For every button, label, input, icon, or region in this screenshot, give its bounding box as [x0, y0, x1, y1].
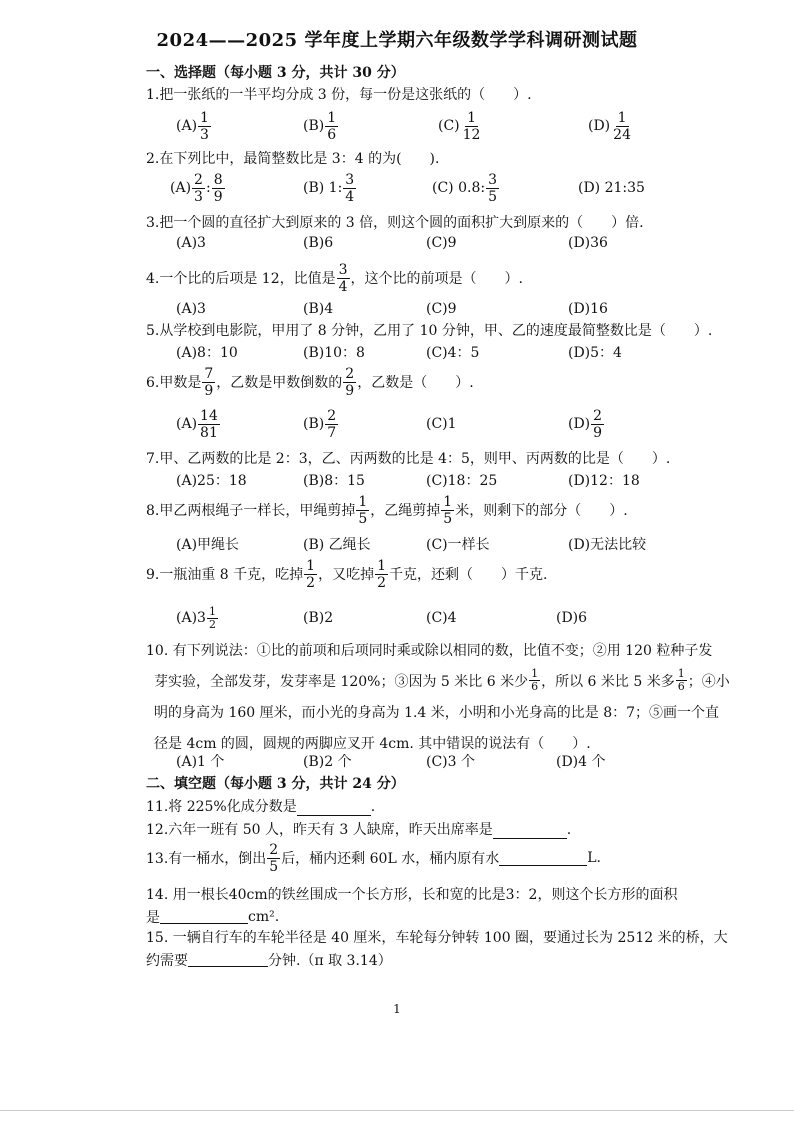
question-7-options	[176, 469, 736, 491]
denominator: 24	[613, 126, 631, 143]
question-text: ，所以 6 米比 5 米多	[541, 673, 675, 690]
option-a	[176, 106, 212, 146]
fraction	[591, 408, 604, 441]
option-c: (C)4：5	[426, 345, 480, 361]
option-d: (D)4 个	[556, 754, 606, 770]
question-9	[146, 554, 547, 594]
denominator: 5	[488, 188, 497, 205]
numerator: 7	[204, 365, 214, 382]
answer-blank[interactable]	[493, 824, 567, 839]
denominator: 9	[345, 382, 355, 399]
option-c: (C)9	[426, 235, 457, 251]
option-c: (C)1	[426, 416, 457, 432]
option-c: (C)一样长	[426, 537, 490, 553]
question-13	[146, 838, 601, 878]
option-label: (B)	[303, 416, 325, 432]
option-d: (D) 21:35	[578, 180, 645, 196]
option-b: (B)2 个	[303, 754, 352, 770]
numerator: 1	[677, 667, 685, 680]
question-6-options	[176, 404, 736, 444]
option-a: (A)8：10	[176, 345, 238, 361]
question-5-options	[176, 341, 736, 363]
question-3-options	[176, 232, 736, 254]
fraction	[441, 494, 454, 527]
question-text: ，这个比的前项是（ ）.	[350, 271, 523, 287]
question-text: 8.甲乙两根绳子一样长，甲绳剪掉	[146, 503, 356, 519]
option-label: (A)	[176, 416, 198, 432]
numerator: 2	[327, 407, 337, 424]
question-10-line	[146, 665, 746, 696]
question-6	[146, 362, 474, 402]
fraction	[486, 172, 499, 205]
question-text: 9.一瓶油重 8 千克，吃掉	[146, 567, 304, 583]
numerator: 1	[306, 557, 316, 574]
option-label: (C) 0.8:	[432, 180, 486, 196]
fraction	[325, 110, 338, 143]
denominator: 2	[208, 617, 216, 631]
question-14-line: 14. 用一根长40cm的铁丝围成一个长方形，长和宽的比是3：2，则这个长方形的面积	[146, 886, 678, 903]
option-a	[170, 168, 226, 208]
option-b: (B)10：8	[303, 345, 365, 361]
numerator: 1	[208, 604, 216, 618]
page-divider	[0, 1110, 794, 1111]
option-a: (A)25：18	[176, 473, 247, 489]
question-12	[146, 819, 571, 839]
answer-blank[interactable]	[188, 952, 268, 967]
option-b: (B)4	[303, 301, 334, 317]
option-label: (D)	[588, 118, 611, 134]
denominator: 5	[358, 510, 368, 527]
question-text: 是	[146, 909, 160, 926]
question-15	[146, 925, 746, 971]
numerator: 2	[269, 841, 279, 858]
fraction	[375, 558, 388, 591]
option-a	[176, 404, 221, 444]
question-10-line: 明的身高为 160 厘米，而小光的身高为 1.4 米，小明和小光身高的比是 8：7；⑤画一个直	[154, 704, 720, 721]
fraction	[337, 262, 350, 295]
numerator: 1	[443, 493, 453, 510]
numerator: 1	[200, 109, 209, 126]
option-d: (D)6	[556, 610, 588, 626]
question-text: 分钟.（π 取 3.14）	[268, 952, 392, 969]
answer-blank[interactable]	[160, 909, 248, 924]
numerator: 3	[488, 171, 497, 188]
numerator: 2	[593, 407, 603, 424]
question-text: 12.六年一班有 50 人，昨天有 3 人缺席，昨天出席率是	[146, 822, 493, 838]
denominator: 4	[338, 278, 348, 295]
page-number: 1	[393, 1002, 401, 1016]
option-c: (C)3 个	[426, 754, 475, 770]
question-10-line: 径是 4cm 的圆，圆规的两脚应叉开 4cm. 其中错误的说法有（ ）.	[154, 735, 591, 752]
question-text: ，乙数是（ ）.	[357, 375, 474, 391]
denominator: 9	[204, 382, 214, 399]
question-text: 后，桶内还剩 60L 水，桶内原有水	[281, 851, 500, 867]
denominator: 5	[443, 510, 453, 527]
option-label: (D)	[568, 416, 591, 432]
question-text: 米，则剩下的部分（ ）.	[455, 503, 628, 519]
fraction	[304, 558, 317, 591]
numerator: 14	[200, 407, 218, 424]
question-8	[146, 490, 628, 530]
numerator: 2	[345, 365, 355, 382]
fraction	[198, 110, 211, 143]
option-c: (C)9	[426, 301, 457, 317]
question-14	[146, 882, 746, 928]
section-choice-heading: 一、选择题（每小题 3 分，共计 30 分）	[146, 65, 405, 81]
question-11	[146, 796, 375, 816]
option-c	[438, 106, 483, 146]
question-text: ，乙数是甲数倒数的	[216, 375, 343, 391]
question-text: cm².	[248, 908, 280, 925]
question-text: L.	[587, 850, 601, 866]
question-15-line	[146, 948, 746, 971]
fraction	[198, 408, 220, 441]
option-d: (D)无法比较	[568, 537, 647, 553]
question-10-line: 10. 有下列说法：①比的前项和后项同时乘或除以相同的数，比值不变；②用 120 粒种子发	[146, 642, 713, 659]
fraction	[343, 366, 356, 399]
option-a: (A)1 个	[176, 754, 225, 770]
option-b: (B) 乙绳长	[303, 537, 371, 553]
question-1-options	[176, 106, 736, 146]
denominator: 3	[194, 188, 203, 205]
fraction	[192, 172, 205, 205]
fraction	[325, 408, 338, 441]
option-label: (A)3	[176, 610, 206, 626]
question-10-options	[176, 750, 736, 772]
fraction	[267, 842, 280, 875]
option-a: (A)甲绳长	[176, 537, 240, 553]
numerator: 8	[213, 171, 223, 188]
denominator: 4	[345, 188, 355, 205]
denominator: 2	[306, 574, 316, 591]
option-d	[588, 106, 634, 146]
question-text: 6.甲数是	[146, 375, 202, 391]
question-15-line: 15. 一辆自行车的车轮半径是 40 厘米，车轮每分钟转 100 圈，要通过长为 2512 米的桥，大	[146, 929, 728, 946]
denominator: 81	[200, 424, 218, 441]
option-b: (B)2	[303, 610, 334, 626]
section-fill-heading: 二、填空题（每小题 3 分，共计 24 分）	[146, 776, 405, 792]
denominator: 3	[200, 126, 209, 143]
option-d: (D)12：18	[568, 473, 640, 489]
question-3: 3.把一个圆的直径扩大到原来的 3 倍，则这个圆的面积扩大到原来的（ ）倍.	[146, 215, 644, 231]
fraction	[529, 668, 540, 693]
numerator: 1	[327, 109, 337, 126]
denominator: 6	[531, 680, 539, 693]
option-c	[432, 168, 500, 208]
fraction	[461, 110, 483, 143]
fraction	[356, 494, 369, 527]
denominator: 9	[213, 188, 223, 205]
question-text: 11.将 225%化成分数是	[146, 799, 297, 815]
option-b: (B)6	[303, 235, 334, 251]
numerator: 1	[617, 109, 627, 126]
option-a: (A)3	[176, 301, 206, 317]
question-2-options	[170, 168, 736, 208]
question-7: 7.甲、乙两数的比是 2：3，乙、丙两数的比是 4：5，则甲、丙两数的比是（ ）.	[146, 451, 671, 467]
question-text: 13.有一桶水，倒出	[146, 851, 267, 867]
question-text: ；④小	[687, 673, 730, 690]
fraction	[212, 172, 225, 205]
option-c: (C)18：25	[426, 473, 498, 489]
option-label: (B)	[303, 118, 325, 134]
fraction	[207, 606, 218, 631]
question-8-options	[176, 533, 736, 555]
question-2: 2.在下列比中，最简整数比是 3：4 的为( ).	[146, 151, 440, 167]
option-label: (A)	[176, 118, 198, 134]
option-b: (B)8：15	[303, 473, 365, 489]
option-d: (D)5：4	[568, 345, 622, 361]
question-text: .	[566, 822, 572, 838]
option-a: (A)3	[176, 235, 206, 251]
option-label: (A)	[170, 180, 192, 196]
page-title: 2024——2025 学年度上学期六年级数学学科调研测试题	[156, 30, 638, 51]
denominator: 7	[327, 424, 337, 441]
option-d	[568, 404, 605, 444]
question-5: 5.从学校到电影院，甲用了 8 分钟，乙用了 10 分钟，甲、乙的速度最简整数比是（ ）.	[146, 323, 713, 339]
question-text: 4.一个比的后项是 12，比值是	[146, 271, 336, 287]
option-d: (D)16	[568, 301, 608, 317]
numerator: 1	[377, 557, 387, 574]
option-b	[303, 404, 339, 444]
denominator: 9	[593, 424, 603, 441]
answer-blank[interactable]	[297, 801, 371, 816]
option-label: (B) 1:	[303, 180, 343, 196]
fraction	[343, 172, 356, 205]
numerator: 3	[345, 171, 355, 188]
option-d: (D)36	[568, 235, 608, 251]
colon: :	[205, 180, 211, 196]
question-10	[146, 634, 746, 758]
option-label: (C)	[438, 118, 460, 134]
question-1: 1.把一张纸的一半平均分成 3 份，每一份是这张纸的（ ）.	[146, 87, 532, 103]
option-a	[176, 598, 219, 638]
question-9-options	[176, 598, 736, 638]
fraction	[202, 366, 215, 399]
option-b	[303, 106, 339, 146]
question-text: ，又吃掉	[318, 567, 375, 583]
numerator: 3	[338, 261, 348, 278]
question-text: 千克，还剩（ ）千克.	[389, 567, 548, 583]
denominator: 5	[269, 858, 279, 875]
question-text: ，乙绳剪掉	[370, 503, 441, 519]
denominator: 12	[462, 126, 481, 143]
fraction	[676, 668, 687, 693]
denominator: 2	[377, 574, 387, 591]
question-4	[146, 258, 523, 298]
answer-blank[interactable]	[499, 851, 587, 866]
denominator: 6	[327, 126, 337, 143]
question-text: .	[370, 799, 376, 815]
numerator: 1	[531, 667, 539, 680]
denominator: 6	[677, 680, 685, 693]
option-c: (C)4	[426, 610, 457, 626]
fraction	[611, 110, 633, 143]
numerator: 1	[467, 109, 477, 126]
option-b	[303, 168, 357, 208]
numerator: 1	[358, 493, 368, 510]
question-text: 芽实验，全部发芽，发芽率是 120%；③因为 5 米比 6 米少	[154, 673, 529, 690]
numerator: 2	[194, 171, 203, 188]
question-text: 约需要	[146, 952, 188, 969]
question-4-options	[176, 298, 736, 320]
